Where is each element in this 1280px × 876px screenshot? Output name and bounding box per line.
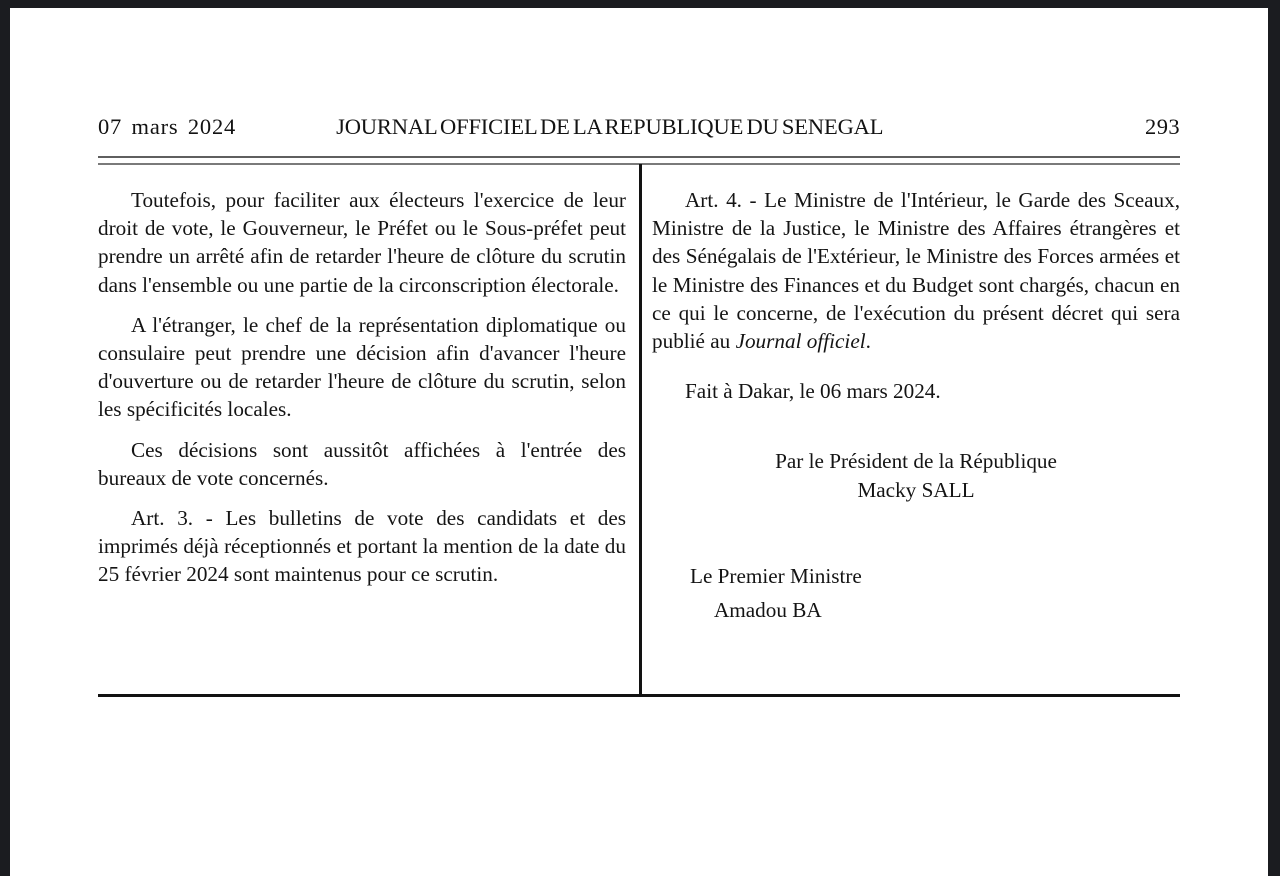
running-head [98, 114, 1180, 156]
journal-officiel-italic: Journal officiel [735, 329, 866, 354]
article-4-text-lead: Art. 4. - Le Ministre de l'Intérieur, le Garde des Sceaux, Ministre de la Justice, le Ministre des Affaires étrangères et des Sénégalais de l'Extérieur, le Ministre des Forces armées et le Ministre des Finances et du Budget sont chargés, chacun en ce qui le concerne, de l'exécution du présent décret qui sera publié au [652, 188, 1180, 354]
left-column [98, 186, 626, 589]
prime-minister-name: Amadou BA [714, 598, 822, 623]
paragraph-toutefois: Toutefois, pour faciliter aux électeurs l'exercice de leur droit de vote, le Gouverneur, le Préfet ou le Sous-préfet peut prendre un arrêté afin de retarder l'heure de clôture du scrutin dans l'ensemble ou une partie de la circonscription électorale. [98, 188, 626, 297]
prime-minister-signature-block [652, 559, 1180, 627]
president-signature-block [652, 447, 1180, 505]
scanned-page-sheet [10, 8, 1268, 876]
running-head-title: JOURNAL OFFICIEL DE LA REPUBLIQUE DU SENEGAL [336, 114, 884, 139]
right-column [652, 186, 1180, 627]
paragraph-ces-decisions: Ces décisions sont aussitôt affichées à l'entrée des bureaux de vote concernés. [98, 437, 626, 490]
paragraph-article-4 [652, 186, 1180, 355]
body-columns [98, 186, 1180, 691]
president-role: Par le Président de la République [775, 449, 1057, 474]
article-4-text-tail: . [865, 329, 871, 354]
paragraph-a-letranger: A l'étranger, le chef de la représentation diplomatique ou consulaire peut prendre une décision afin d'avancer l'heure d'ouverture ou de retarder l'heure de clôture du scrutin, selon les spécificités locales. [98, 312, 626, 422]
president-name: Macky SALL [857, 478, 975, 503]
place-and-date: Fait à Dakar, le 06 mars 2024. [685, 379, 941, 404]
page-content-area [10, 8, 1268, 876]
running-head-date: 07 mars 2024 [98, 114, 237, 139]
header-rule-upper [98, 156, 1180, 158]
paragraph-article-3: Art. 3. - Les bulletins de vote des candidats et des imprimés déjà réceptionnés et portant la mention de la date du 25 février 2024 sont maintenus pour ce scrutin. [98, 506, 626, 587]
page-number: 293 [1145, 114, 1180, 139]
footer-rule [98, 694, 1180, 697]
prime-minister-role: Le Premier Ministre [690, 564, 862, 589]
